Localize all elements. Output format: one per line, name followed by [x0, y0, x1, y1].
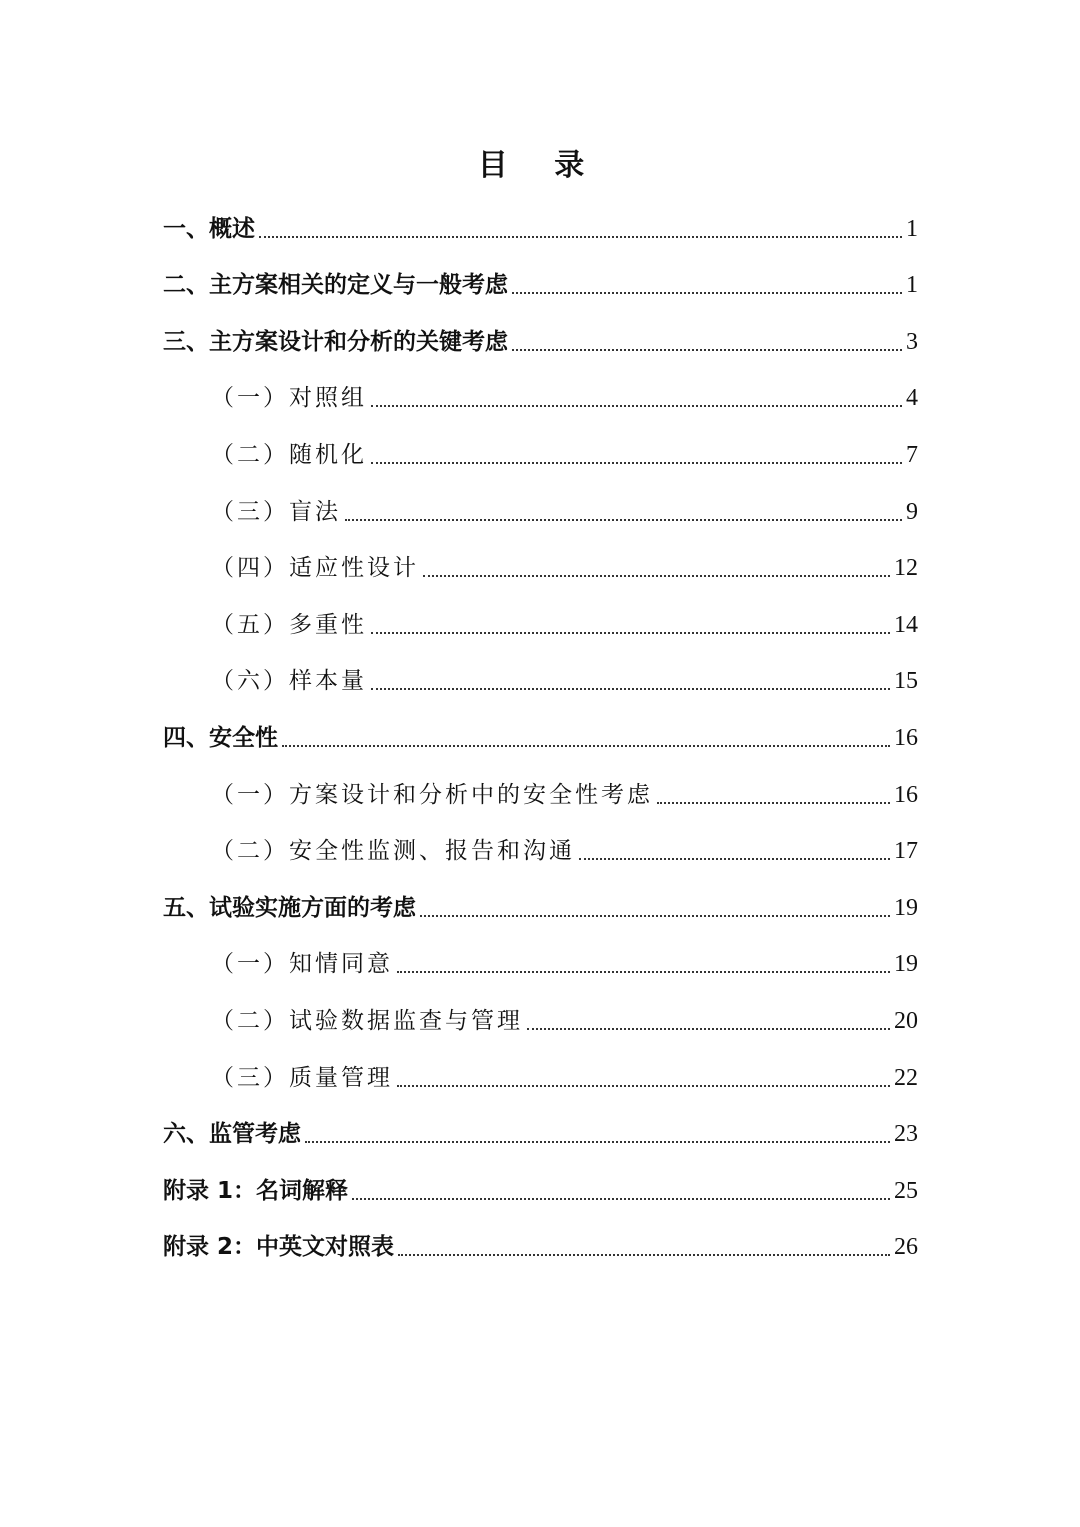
- toc-dot-leader: [371, 688, 890, 690]
- toc-entry[interactable]: [163, 932, 918, 989]
- toc-entry-label: （五）多重性: [211, 611, 367, 638]
- toc-entry[interactable]: [163, 988, 918, 1045]
- toc-dot-leader: [579, 858, 890, 860]
- toc-entry-page: 1: [906, 272, 918, 299]
- toc-entry-page: 14: [894, 611, 918, 638]
- toc-entry-page: 1: [906, 215, 918, 242]
- toc-entry-label: （二）安全性监测、报告和沟通: [211, 838, 575, 865]
- toc-entry-page: 12: [894, 555, 918, 582]
- toc-entry[interactable]: [163, 479, 918, 536]
- toc-dot-leader: [371, 462, 902, 464]
- toc-entry-label: 三、主方案设计和分析的关键考虑: [163, 328, 508, 355]
- toc-dot-leader: [527, 1028, 890, 1030]
- toc-dot-leader: [371, 405, 902, 407]
- toc-dot-leader: [305, 1141, 890, 1143]
- toc-entry-page: 3: [906, 328, 918, 355]
- toc-entry[interactable]: [163, 196, 918, 253]
- toc-entry-label: 一、概述: [163, 215, 255, 242]
- toc-dot-leader: [420, 915, 890, 917]
- toc-entry-page: 17: [894, 838, 918, 865]
- toc-entry[interactable]: [163, 592, 918, 649]
- toc-dot-leader: [398, 1254, 890, 1256]
- toc-dot-leader: [423, 575, 890, 577]
- toc-entry-page: 15: [894, 668, 918, 695]
- toc-entry[interactable]: [163, 649, 918, 706]
- toc-entry[interactable]: [163, 422, 918, 479]
- toc-entry[interactable]: [163, 1045, 918, 1102]
- toc-entry[interactable]: [163, 762, 918, 819]
- toc-title: 目 录: [477, 148, 603, 183]
- toc-entry-label: 二、主方案相关的定义与一般考虑: [163, 272, 508, 299]
- toc-entry-label: （一）方案设计和分析中的安全性考虑: [211, 781, 653, 808]
- toc-entry-label: 六、监管考虑: [163, 1121, 301, 1148]
- toc-entry-page: 26: [894, 1234, 918, 1261]
- toc-dot-leader: [512, 292, 902, 294]
- toc-entry-label: 附录 1：名词解释: [163, 1177, 349, 1204]
- toc-entry[interactable]: [163, 1102, 918, 1159]
- toc-entry-label: （六）样本量: [211, 668, 367, 695]
- toc-entry[interactable]: [163, 253, 918, 310]
- toc-list: [163, 196, 918, 1271]
- toc-entry-label: （二）试验数据监查与管理: [211, 1007, 523, 1034]
- toc-dot-leader: [345, 519, 902, 521]
- toc-entry[interactable]: [163, 875, 918, 932]
- toc-entry-label: （一）对照组: [211, 385, 367, 412]
- toc-entry-label: （三）盲法: [211, 498, 341, 525]
- toc-entry-page: 20: [894, 1007, 918, 1034]
- toc-entry-page: 16: [894, 724, 918, 751]
- toc-entry[interactable]: [163, 819, 918, 876]
- toc-entry-page: 4: [906, 385, 918, 412]
- toc-entry[interactable]: [163, 705, 918, 762]
- toc-dot-leader: [512, 349, 902, 351]
- toc-entry-page: 19: [894, 894, 918, 921]
- toc-dot-leader: [259, 236, 902, 238]
- toc-entry[interactable]: [163, 536, 918, 593]
- toc-dot-leader: [282, 745, 890, 747]
- toc-entry-page: 9: [906, 498, 918, 525]
- toc-entry-page: 22: [894, 1064, 918, 1091]
- toc-entry[interactable]: [163, 1158, 918, 1215]
- toc-entry-page: 19: [894, 951, 918, 978]
- toc-entry-label: 四、安全性: [163, 724, 278, 751]
- toc-entry[interactable]: [163, 366, 918, 423]
- toc-dot-leader: [397, 971, 890, 973]
- toc-entry-page: 7: [906, 441, 918, 468]
- toc-entry[interactable]: [163, 309, 918, 366]
- toc-dot-leader: [657, 802, 890, 804]
- toc-entry[interactable]: [163, 1215, 918, 1272]
- toc-entry-label: （二）随机化: [211, 441, 367, 468]
- toc-entry-page: 23: [894, 1121, 918, 1148]
- toc-dot-leader: [352, 1198, 890, 1200]
- toc-dot-leader: [371, 632, 890, 634]
- toc-entry-label: （四）适应性设计: [211, 555, 419, 582]
- toc-entry-page: 25: [894, 1177, 918, 1204]
- toc-entry-label: （一）知情同意: [211, 951, 393, 978]
- toc-entry-page: 16: [894, 781, 918, 808]
- toc-entry-label: 附录 2：中英文对照表: [163, 1234, 395, 1261]
- toc-entry-label: （三）质量管理: [211, 1064, 393, 1091]
- toc-dot-leader: [397, 1085, 890, 1087]
- toc-entry-label: 五、试验实施方面的考虑: [163, 894, 416, 921]
